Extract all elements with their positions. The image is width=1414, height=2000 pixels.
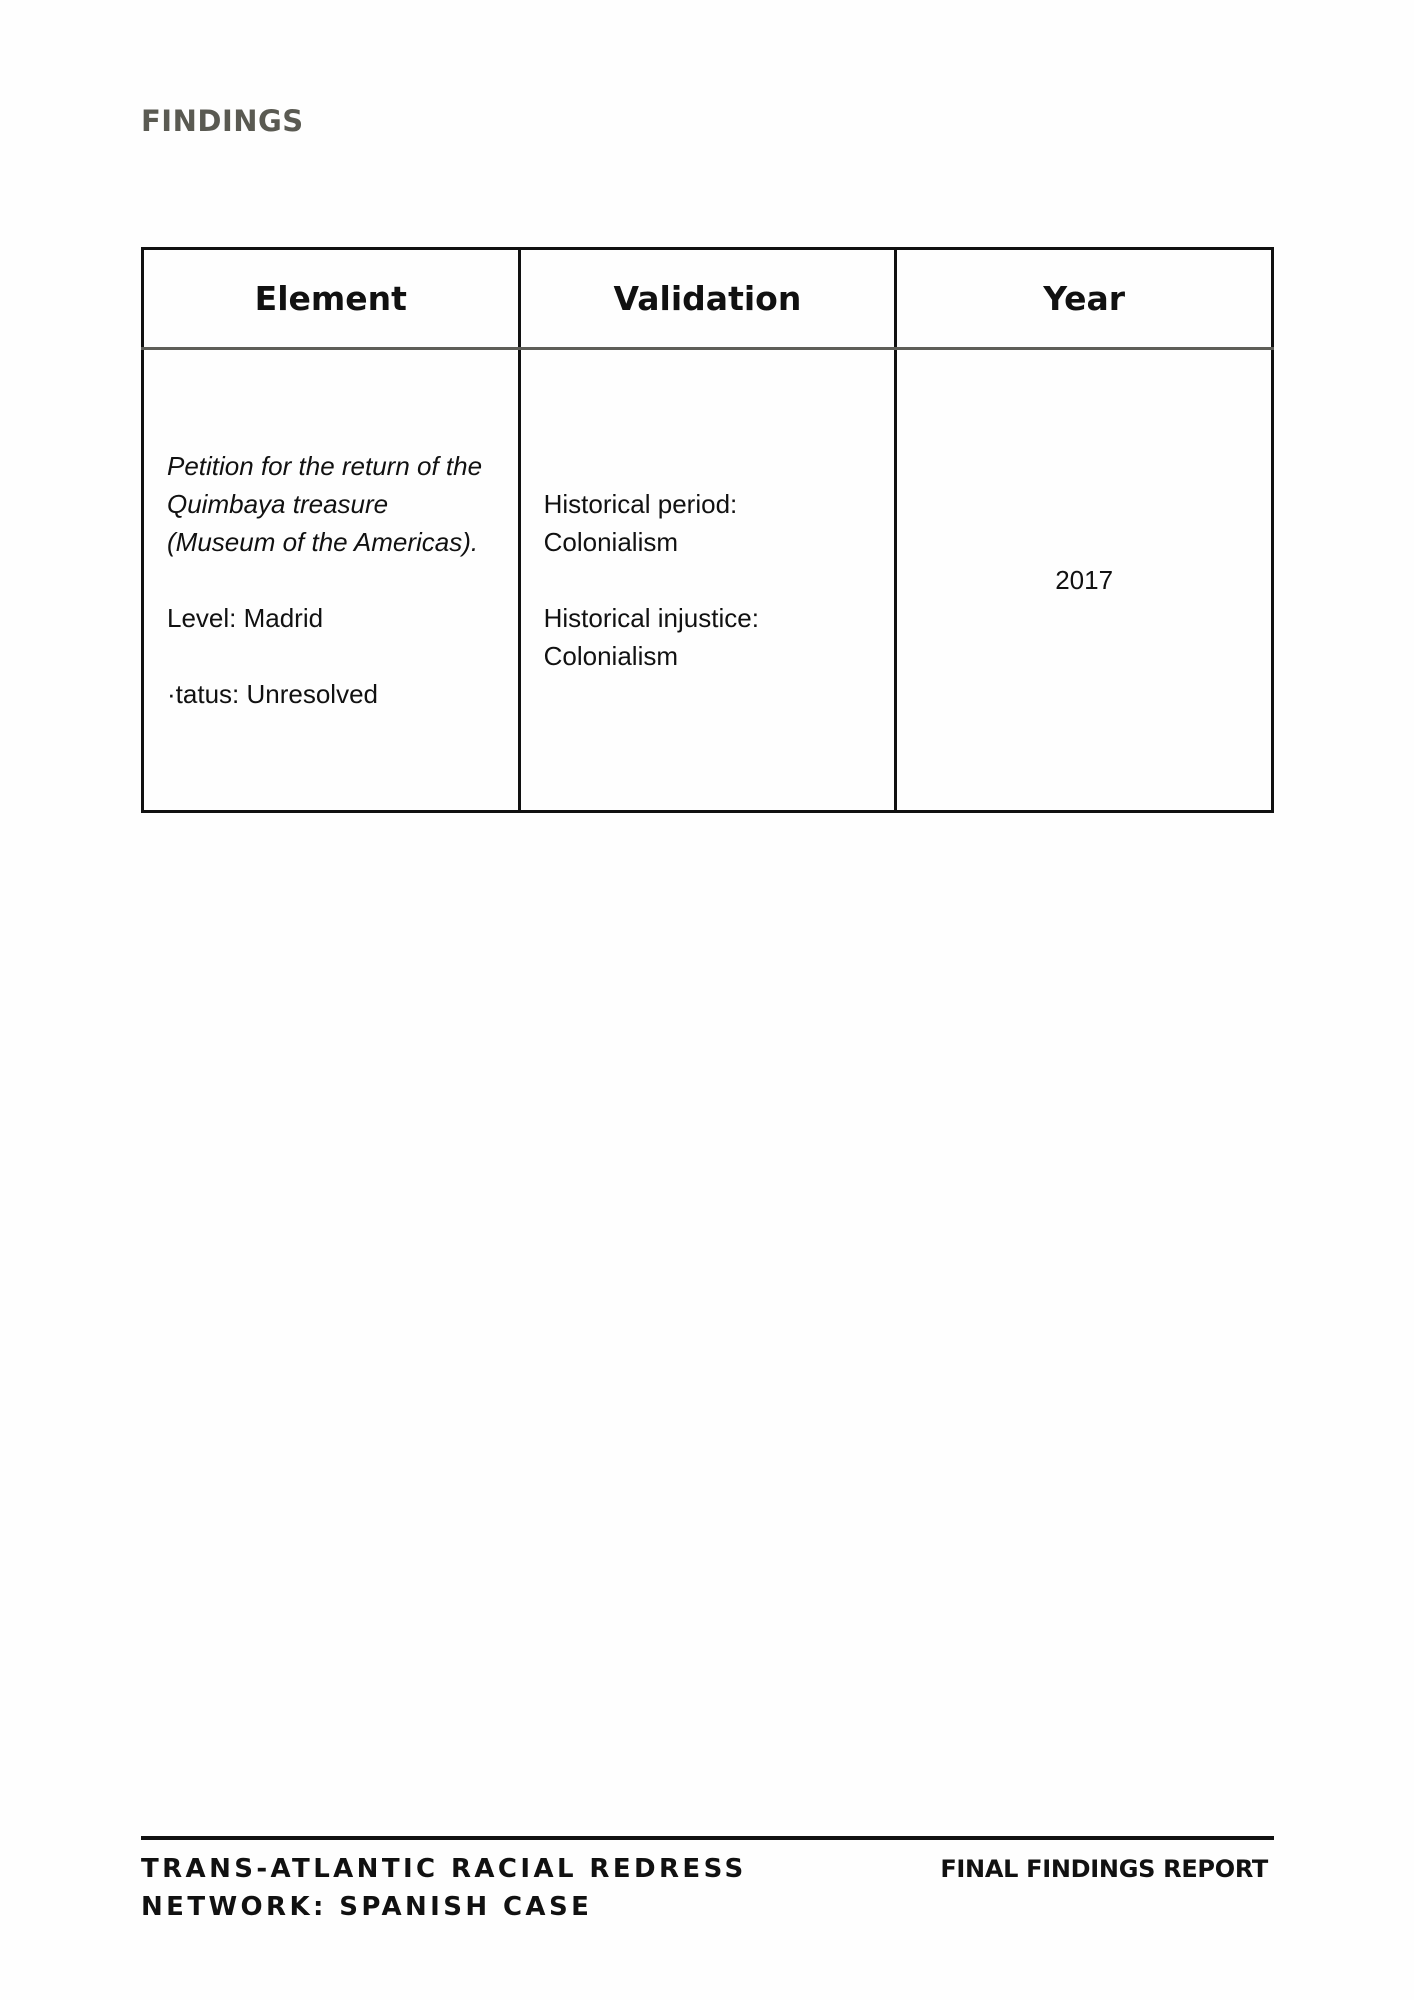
- table-header-row: [143, 249, 1273, 349]
- column-header-year: Year: [896, 249, 1273, 349]
- footer-report-title: FINAL FINDINGS REPORT: [940, 1855, 1268, 1883]
- footer-network-title: [141, 1850, 747, 1926]
- element-cell: [143, 349, 520, 812]
- column-header-element: Element: [143, 249, 520, 349]
- table-row: [143, 349, 1273, 812]
- column-header-validation: Validation: [519, 249, 896, 349]
- year-cell: 2017: [896, 349, 1273, 812]
- element-level: Level: Madrid: [167, 603, 324, 633]
- validation-cell: [519, 349, 896, 812]
- footer-network-line-1: TRANS-ATLANTIC RACIAL REDRESS: [141, 1854, 747, 1884]
- validation-period: Historical period: Colonialism: [543, 489, 738, 557]
- validation-injustice: Historical injustice: Colonialism: [543, 603, 759, 671]
- section-title: FINDINGS: [141, 104, 304, 138]
- footer-network-line-2: NETWORK: SPANISH CASE: [141, 1892, 593, 1922]
- element-title: Petition for the return of the Quimbaya treasure (Museum of the Americas).: [167, 451, 483, 557]
- footer-divider: [141, 1836, 1274, 1840]
- findings-table: [141, 247, 1274, 813]
- element-status: ·tatus: Unresolved: [167, 679, 378, 709]
